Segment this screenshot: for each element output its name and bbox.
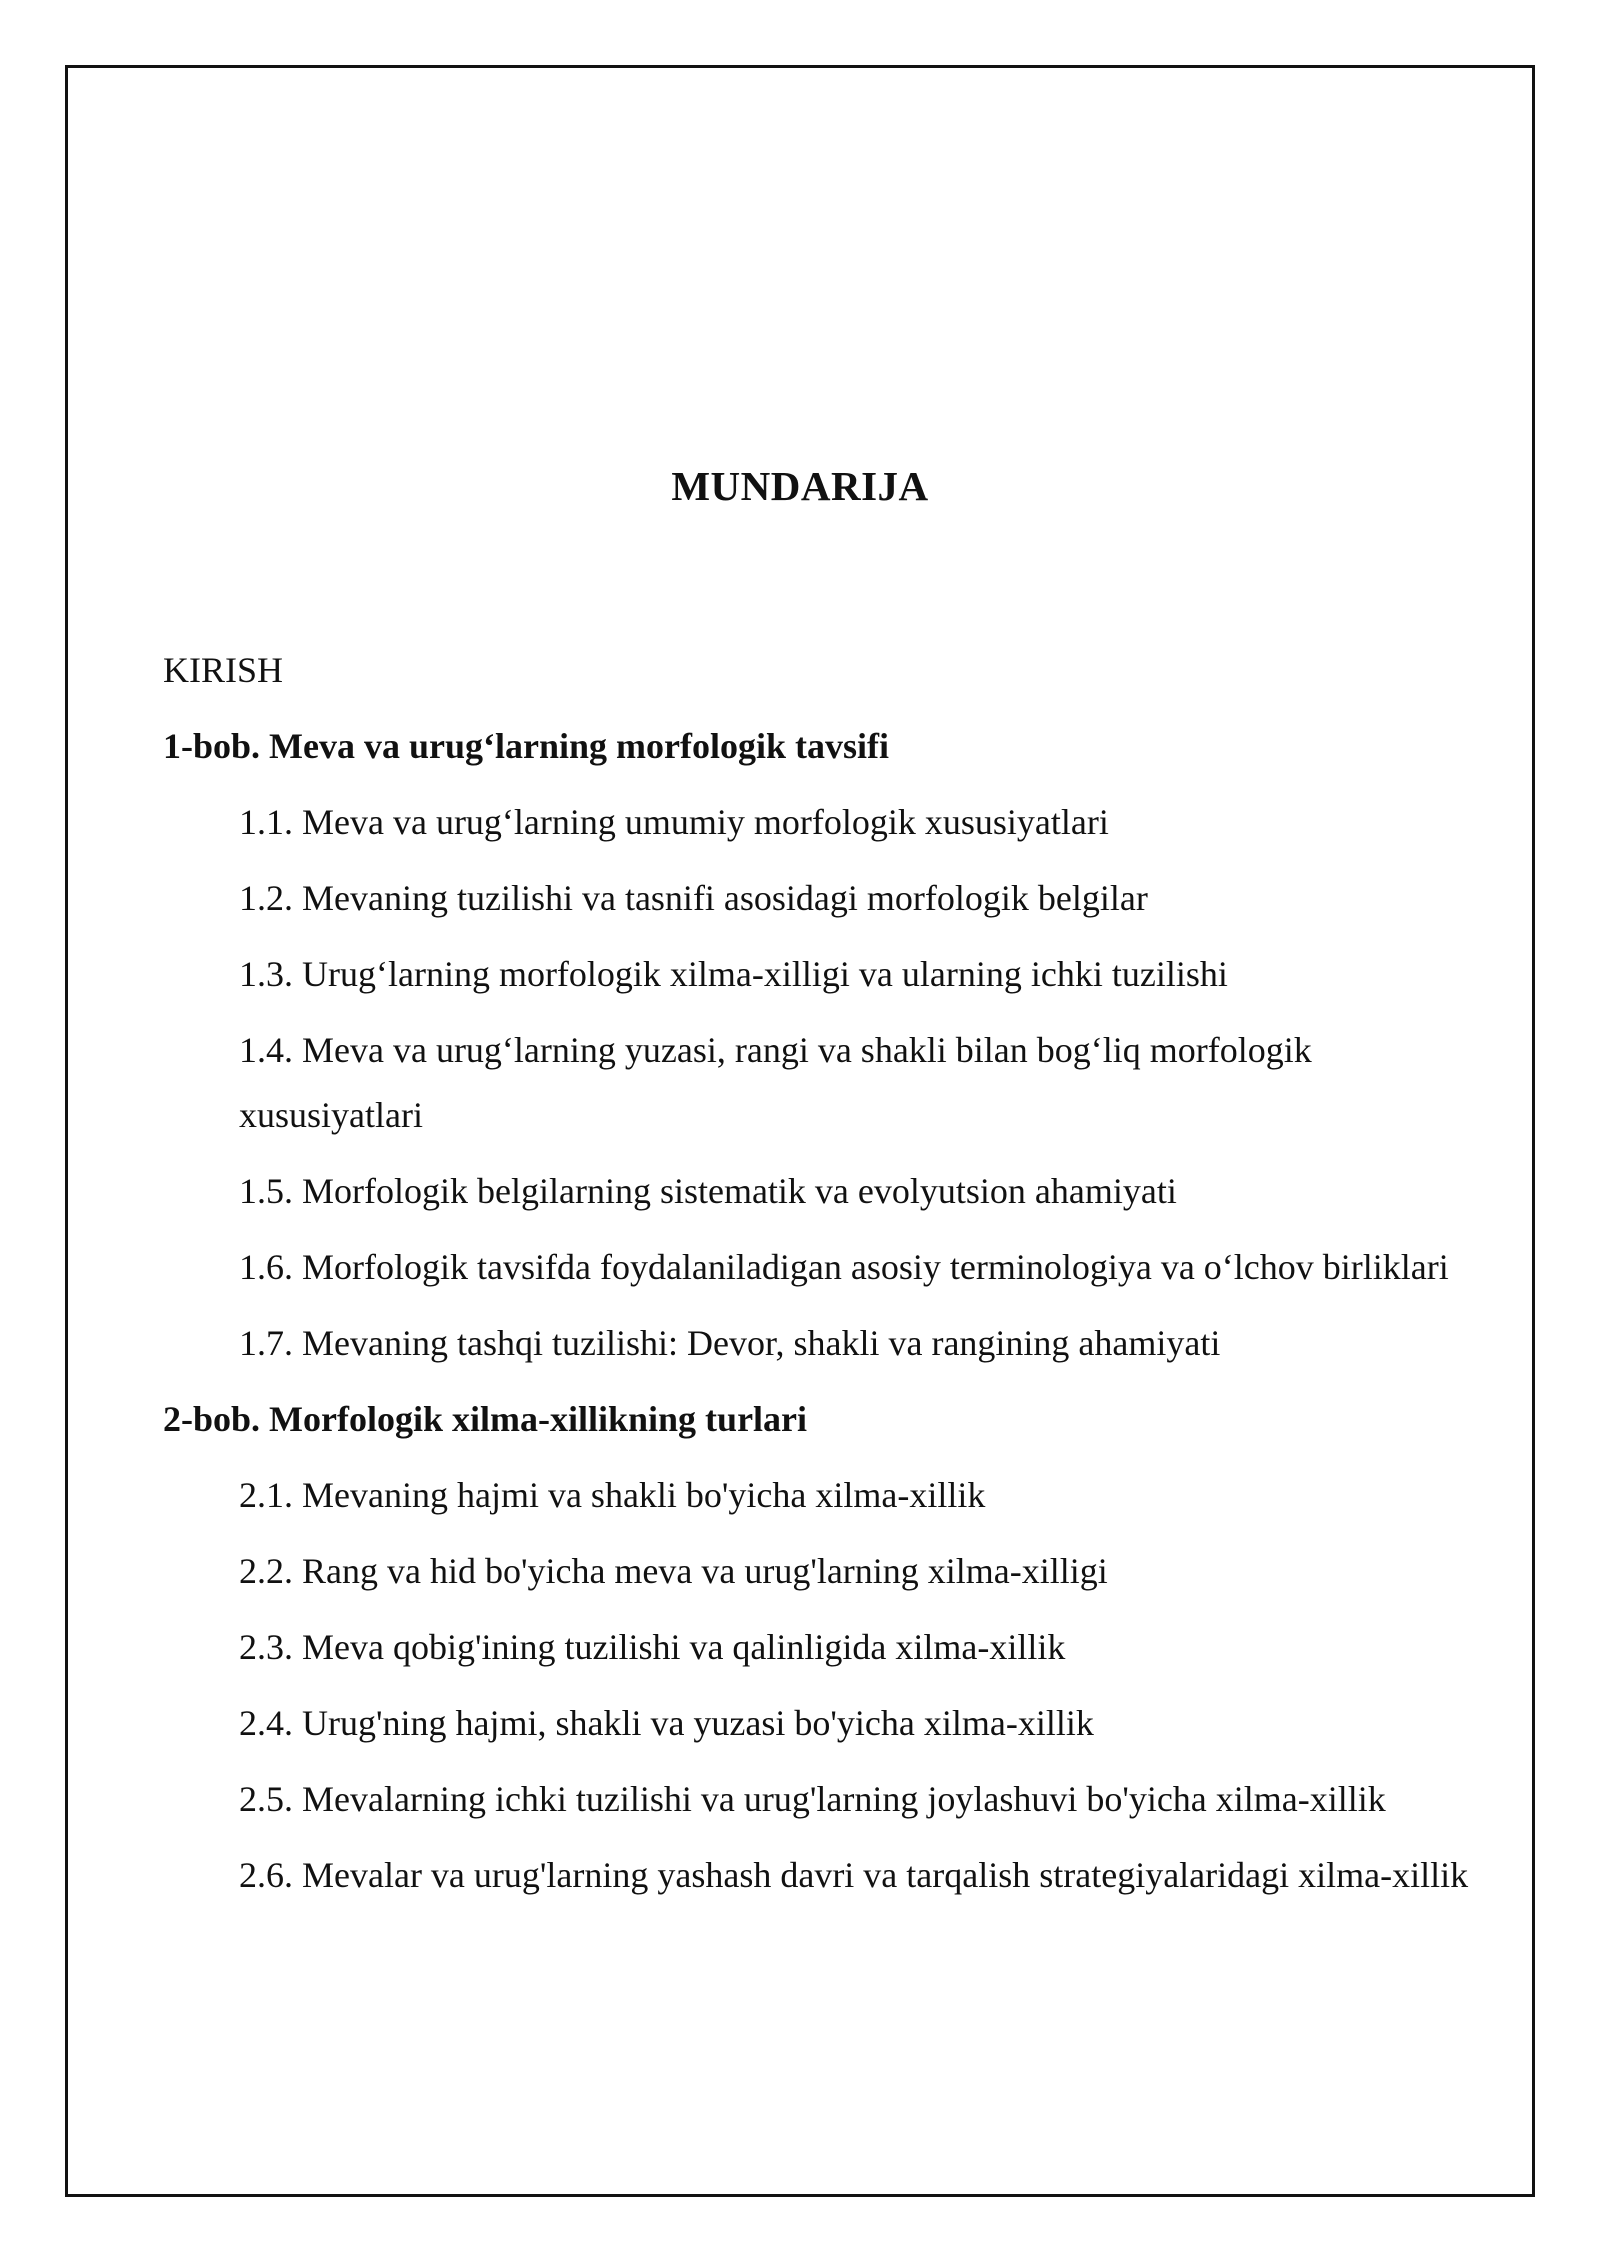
toc-section-2-2[interactable]: 2.2. Rang va hid bo'yicha meva va urug'larning xilma-xilligi — [239, 1551, 1108, 1591]
toc-section-1-6[interactable]: 1.6. Morfologik tavsifda foydalaniladigan asosiy terminologiya va o‘lchov birliklari — [239, 1247, 1449, 1287]
toc-section-1-3[interactable]: 1.3. Urug‘larning morfologik xilma-xilligi va ularning ichki tuzilishi — [239, 954, 1228, 994]
toc-section-2-6[interactable]: 2.6. Mevalar va urug'larning yashash davri va tarqalish strategiyalaridagi xilma-xillik — [239, 1855, 1469, 1895]
toc-section-2-3[interactable]: 2.3. Meva qobig'ining tuzilishi va qalinligida xilma-xillik — [239, 1627, 1066, 1667]
toc-section-1-1[interactable]: 1.1. Meva va urug‘larning umumiy morfologik xususiyatlari — [239, 802, 1109, 842]
toc-section-2-4[interactable]: 2.4. Urug'ning hajmi, shakli va yuzasi bo'yicha xilma-xillik — [239, 1703, 1094, 1743]
toc-section-2-5[interactable]: 2.5. Mevalarning ichki tuzilishi va urug'larning joylashuvi bo'yicha xilma-xillik — [239, 1779, 1386, 1819]
toc-section-1-5[interactable]: 1.5. Morfologik belgilarning sistematik va evolyutsion ahamiyati — [239, 1171, 1177, 1211]
page-title: MUNDARIJA — [671, 463, 929, 509]
toc-chapter-1[interactable]: 1-bob. Meva va urug‘larning morfologik tavsifi — [163, 726, 889, 766]
toc-section-2-1[interactable]: 2.1. Mevaning hajmi va shakli bo'yicha xilma-xillik — [239, 1475, 986, 1515]
toc-chapter-2[interactable]: 2-bob. Morfologik xilma-xillikning turlari — [163, 1399, 808, 1439]
toc-intro[interactable]: KIRISH — [163, 650, 284, 690]
toc-section-1-4[interactable]: 1.4. Meva va urug‘larning yuzasi, rangi va shakli bilan bog‘liq morfologik xususiyatlari — [239, 1030, 1312, 1135]
table-of-contents — [163, 638, 1500, 1919]
toc-section-1-7[interactable]: 1.7. Mevaning tashqi tuzilishi: Devor, shakli va rangining ahamiyati — [239, 1323, 1221, 1363]
toc-section-1-2[interactable]: 1.2. Mevaning tuzilishi va tasnifi asosidagi morfologik belgilar — [239, 878, 1148, 918]
